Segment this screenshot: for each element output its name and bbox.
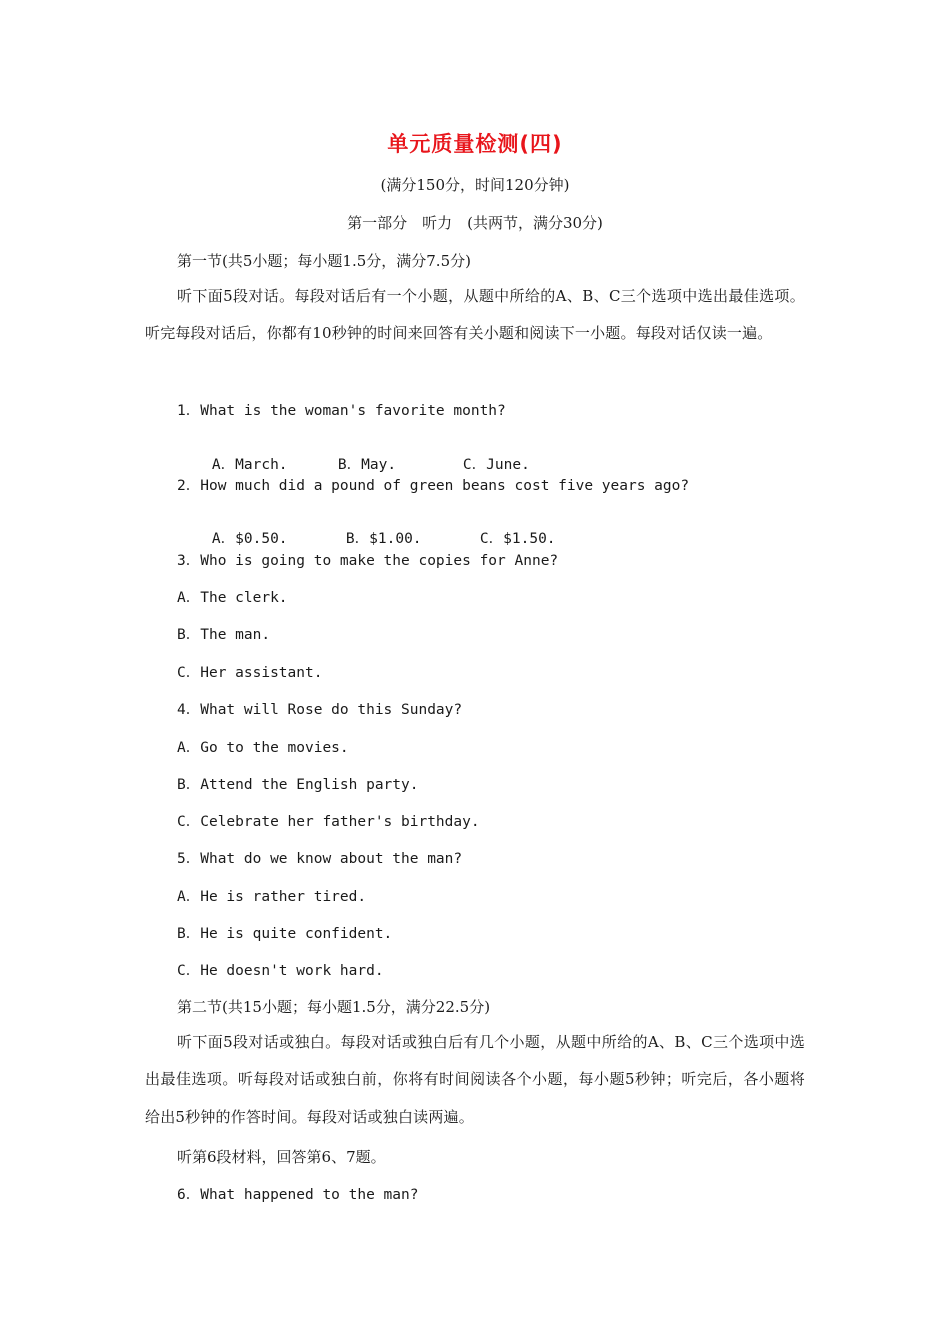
part-heading: 第一部分 听力 (共两节，满分30分) (347, 214, 603, 232)
option-5c: C．He doesn't work hard. (177, 963, 384, 979)
option-4c: C．Celebrate her father's birthday. (177, 814, 480, 830)
option-4a: A．Go to the movies. (177, 740, 349, 756)
section1-heading: 第一节(共5小题；每小题1.5分，满分7.5分) (177, 252, 471, 270)
section2-instructions: 听下面5段对话或独白。每段对话或独白后有几个小题，从题中所给的A、B、C三个选项中选出最佳选项。听每段对话或独白前，你将有时间阅读各个小题，每小题5秒钟；听完后，各小题将给出5秒钟的作答时间。每段对话或独白读两遍。 (145, 1033, 805, 1126)
option-3a: A．The clerk. (177, 590, 288, 606)
section1-instructions: 听下面5段对话。每段对话后有一个小题，从题中所给的A、B、C三个选项中选出最佳选项。听完每段对话后，你都有10秒钟的时间来回答有关小题和阅读下一小题。每段对话仅读一遍。 (145, 287, 805, 343)
option-2c: C．$1.50. (479, 531, 556, 547)
option-1c: C．June. (462, 457, 530, 473)
option-3c: C．Her assistant. (177, 665, 323, 681)
question-4: 4．What will Rose do this Sunday? (177, 702, 463, 718)
score-time-note: (满分150分，时间120分钟) (380, 176, 570, 194)
question-1: 1．What is the woman's favorite month? (177, 403, 506, 419)
option-4b: B．Attend the English party. (177, 777, 419, 793)
section2-heading: 第二节(共15小题；每小题1.5分，满分22.5分) (177, 998, 491, 1016)
option-1a: A．March. (211, 457, 288, 473)
option-3b: B．The man. (177, 627, 271, 643)
question-2: 2．How much did a pound of green beans cost five years ago? (177, 478, 690, 494)
option-2b: B．$1.00. (345, 531, 422, 547)
option-5b: B．He is quite confident. (177, 926, 393, 942)
question-3: 3．Who is going to make the copies for Anne? (177, 553, 559, 569)
question-5: 5．What do we know about the man? (177, 851, 463, 867)
material-note: 听第6段材料，回答第6、7题。 (177, 1148, 386, 1166)
option-5a: A．He is rather tired. (177, 889, 367, 905)
option-1b: B．May. (337, 457, 397, 473)
option-2a: A．$0.50. (211, 531, 288, 547)
page-title: 单元质量检测(四) (387, 132, 563, 156)
question-6: 6．What happened to the man? (177, 1187, 419, 1203)
